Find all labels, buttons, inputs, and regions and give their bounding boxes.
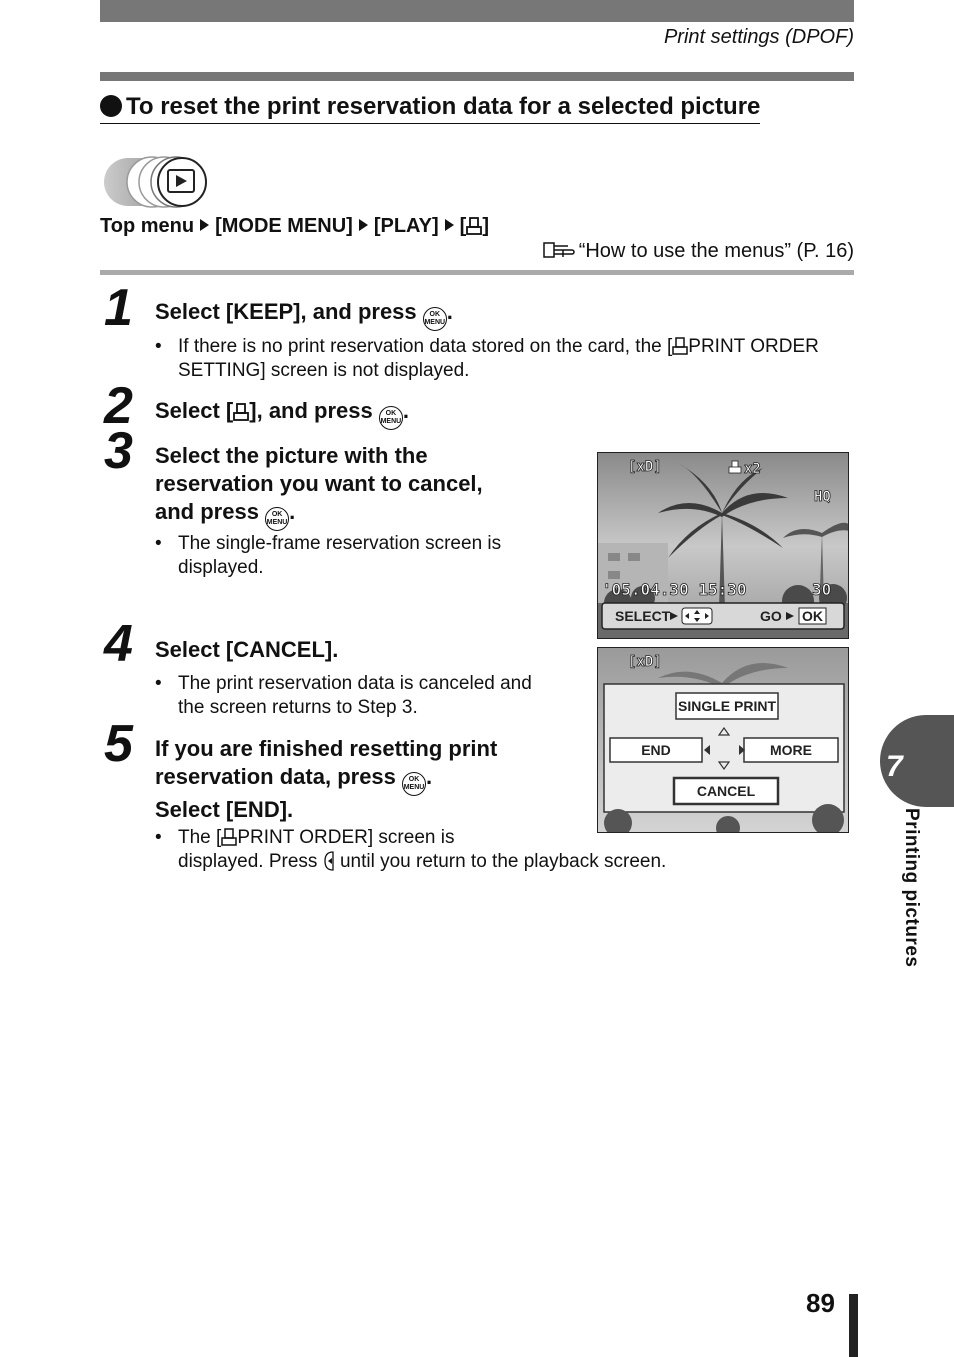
chapter-number: 7 xyxy=(886,750,903,783)
print-icon xyxy=(672,337,688,355)
step-title: Select [ ], and press OK MENU. xyxy=(155,397,409,430)
arrow-right-icon xyxy=(200,219,209,231)
svg-text:CANCEL: CANCEL xyxy=(696,783,756,799)
step-title: If you are finished resetting print reservation data, press OK MENU. Select [END]. xyxy=(155,736,498,822)
step-title: Select the picture with the reservation you want to cancel, and press OK MENU. xyxy=(155,442,555,531)
print-icon xyxy=(221,828,237,846)
camera-screen-image xyxy=(598,648,849,833)
camera-screen-single-frame xyxy=(597,452,849,639)
svg-text:30: 30 xyxy=(812,580,832,599)
chapter-label: Printing pictures xyxy=(901,808,922,968)
step-number: 5 xyxy=(104,715,133,773)
svg-text:[xD]: [xD] xyxy=(628,654,662,670)
print-icon xyxy=(466,217,482,235)
camera-screen-reservation-menu xyxy=(597,647,849,833)
header-section-title: Print settings (DPOF) xyxy=(663,26,854,48)
print-icon xyxy=(233,403,249,421)
camera-screen-image xyxy=(598,453,849,639)
step-bullet: • The print reservation data is canceled and the screen returns to Step 3. xyxy=(155,673,532,718)
arrow-pad-left-icon xyxy=(323,851,335,871)
ok-menu-button-icon: OK MENU xyxy=(265,507,289,531)
menu-reference: “How to use the menus” (P. 16) xyxy=(543,240,854,263)
svg-text:HQ: HQ xyxy=(814,489,831,505)
arrow-pad-icon xyxy=(682,608,712,624)
svg-text:OK: OK xyxy=(802,608,823,624)
divider xyxy=(100,270,854,275)
svg-text:END: END xyxy=(641,742,671,758)
header-bar xyxy=(100,0,854,22)
ok-menu-button-icon: OK MENU xyxy=(402,772,426,796)
heading-bullet-icon xyxy=(100,95,122,117)
section-rule xyxy=(100,72,854,81)
step-number: 4 xyxy=(104,615,133,673)
step-title: Select [KEEP], and press OK MENU. xyxy=(155,298,453,331)
arrow-right-icon xyxy=(445,219,454,231)
section-heading: To reset the print reservation data for a selected picture xyxy=(100,93,760,124)
ok-menu-button-icon: OK MENU xyxy=(379,406,403,430)
step-title: Select [CANCEL]. xyxy=(155,637,339,662)
menu-path: Top menu [MODE MENU] [PLAY] [ ] xyxy=(100,215,489,237)
svg-text:GO: GO xyxy=(760,608,782,624)
step-bullet: • If there is no print reservation data stored on the card, the [ PRINT ORDER SETTING] screen is not displayed. xyxy=(155,336,819,381)
svg-text:x2: x2 xyxy=(744,461,761,477)
playback-mode-icon xyxy=(102,154,214,210)
svg-text:SINGLE PRINT: SINGLE PRINT xyxy=(677,698,777,714)
svg-text:'05.04.30 15:30: '05.04.30 15:30 xyxy=(602,580,747,599)
page-number-bar xyxy=(849,1294,858,1357)
step-bullet: • The single-frame reservation screen is displayed. xyxy=(155,533,502,578)
step-bullet: • The [ PRINT ORDER] screen is displayed. Press until you return to the playback screen. xyxy=(155,827,667,872)
reference-hand-icon xyxy=(543,240,579,260)
arrow-right-icon xyxy=(359,219,368,231)
svg-text:MORE: MORE xyxy=(770,742,812,758)
step-number: 3 xyxy=(104,422,133,480)
ok-menu-button-icon: OK MENU xyxy=(423,307,447,331)
svg-text:SELECT: SELECT xyxy=(615,608,671,624)
step-number: 1 xyxy=(104,279,133,337)
page-number: 89 xyxy=(806,1288,835,1318)
step-number: 2 xyxy=(104,377,133,435)
svg-text:[xD]: [xD] xyxy=(628,459,662,475)
